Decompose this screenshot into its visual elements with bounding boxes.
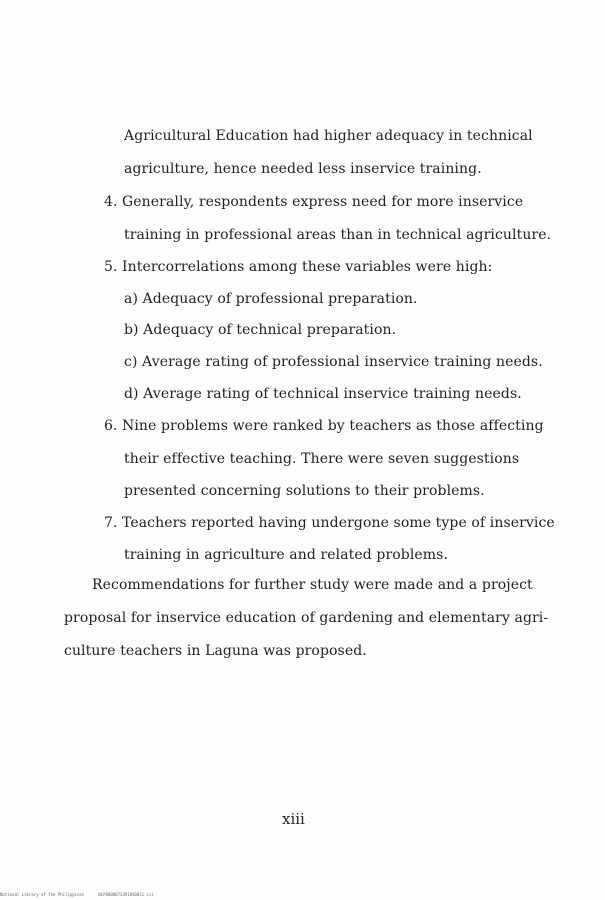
list-number: 7. [104,515,118,531]
sub-item-a: a) Adequacy of professional preparation. [124,291,418,307]
footer-source: National Library of the Philippines [0,892,85,897]
list-item-6 [104,418,544,434]
list-number: 5. [104,259,118,275]
text-line: presented concerning solutions to their problems. [124,483,485,499]
sub-item-d: d) Average rating of technical inservice training needs. [124,386,522,402]
page-number: xiii [282,810,305,828]
text-line: proposal for inservice education of gardening and elementary agri- [64,610,549,626]
footer-code: NLP0000073391840011 iii [98,892,154,897]
list-number: 6. [104,418,118,434]
text-line: training in agriculture and related problems. [124,547,449,563]
list-item-5 [104,259,492,275]
text-line: Generally, respondents express need for more inservice [122,194,524,210]
text-line: their effective teaching. There were seven suggestions [124,451,520,467]
list-number: 4. [104,194,118,210]
text-line: Nine problems were ranked by teachers as those affecting [122,418,544,434]
text-line: Agricultural Education had higher adequacy in technical [124,128,533,144]
list-item-4 [104,194,523,210]
sub-item-c: c) Average rating of professional inservice training needs. [124,354,543,370]
text-line: training in professional areas than in technical agriculture. [124,227,552,243]
list-item-7 [104,515,555,531]
text-line: Recommendations for further study were made and a project [92,577,533,593]
scan-footer [0,892,168,897]
text-line: Teachers reported having undergone some type of inservice [122,515,555,531]
text-line: culture teachers in Laguna was proposed. [64,643,367,659]
text-line: Intercorrelations among these variables were high: [122,259,493,275]
text-line: agriculture, hence needed less inservice training. [124,161,482,177]
sub-item-b: b) Adequacy of technical preparation. [124,322,397,338]
